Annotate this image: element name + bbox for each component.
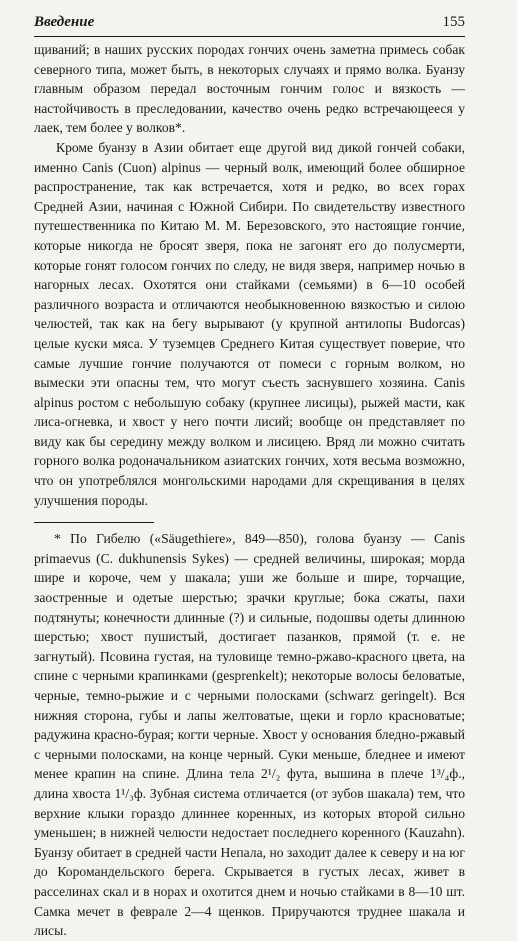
page-number: 155 <box>442 14 465 30</box>
paragraph-canis-alpinus: Кроме буанзу в Азии обитает еще другой вид дикой гончей собаки, именно Canis (Cuon) alpinus — черный волк, имеющий более обширное распространение, так как встречается, хотя и редко, во всех горах Средней Азии, начиная с Южной Сибири. По свидетельству известного путешественника по Китаю М. М. Березовского, это настоящие гончие, которые никогда не бросят зверя, пока не загонят его до полусмерти, которые гонят голосом гончих по следу, не видя зверя, например ночью в нагорных лесах. Охотятся они стайками (семьями) в 6—10 особей различного возраста и отличаются необыкновенною вязкостью и силою челюстей, так как на бегу вырывают (у крупной антилопы Budorcas) целые куски мяса. У туземцев Среднего Китая существует поверие, что самые лучшие гончие получаются от помеси с горным волком, но вымески эти опасны тем, что могут съесть заснувшего хозяина. Canis alpinus ростом с небольшую собаку (крупнее лисицы), рыжей масти, как лиса-огневка, и хвост у него почти лисий; вообще он представляет по виду как бы середину между волком и лисицею. Вряд ли можно считать горного волка родоначальником азиатских гончих, хотя весьма возможно, что он употреблялся монгольскими народами для скрещивания в целях улучшения породы. <box>34 139 465 508</box>
paragraph-continued: щиваний; в наших русских породах гончих очень заметна примесь собак северного типа, может быть, в некоторых случаях и прямо волка. Буанзу главным образом передал восточным гончим голос и вязкость — настойчивость в преследовании, качество очень редко встречающееся у лаек, тем более у волков*. <box>34 42 465 136</box>
footnote-separator <box>34 522 154 523</box>
running-title: Введение <box>34 14 95 30</box>
footnote: * По Гибелю («Säugethiere», 849—850), голова буанзу — Canis primaevus (C. dukhunensis Sykes) — средней величины, широкая; морда шире и короче, чем у шакала; уши же больше и шире, торчащие, заостренные и одетые шерстью; зрачки круглые; бока сжаты, пахи подтянуты; конечности длинные (?) и сильные, подошвы одеты длинною шерстью; хвост пушистый, достигает пазанков, прямой (т. е. не загнутый). Псовина густая, на туловище темно-ржаво-красного цвета, на спине с черными крапинками (gesprenkelt); некоторые волосы беловатые, черные, темно-рыжие и с черными полосками (schwarz geringelt). Вся нижняя сторона, губы и лапы желтоватые, щеки и горло красноватые; радужина красно-бурая; когти черные. Хвост у основания бледно-ржавый с черными полосками, на конце черный. Суки меньше, бледнее и имеют менее крапин на спине. Длина тела 2¹/₂ фута, вышина в плече 1³/₄ф., длина хвоста 1¹/₃ф. Зубная система отличается (от зубов шакала) тем, что верхние клыки гораздо длиннее коренных, из которых второй сильно уменьшен; в нижней челюсти недостает последнего коренного (Kauzahn). Буанзу обитает в средней части Непала, но заходит далее к северу и на юг до Коромандельского берега. Скрывается в густых лесах, живет в расселинах скал и в норах и охотится днем и ночью стайками в 8—10 шт. Самка мечет в феврале 2—4 щенков. Приручаются труднее шакала и лисы. <box>34 531 465 939</box>
running-head <box>34 14 465 31</box>
header-rule <box>34 36 465 37</box>
main-text <box>34 40 465 941</box>
